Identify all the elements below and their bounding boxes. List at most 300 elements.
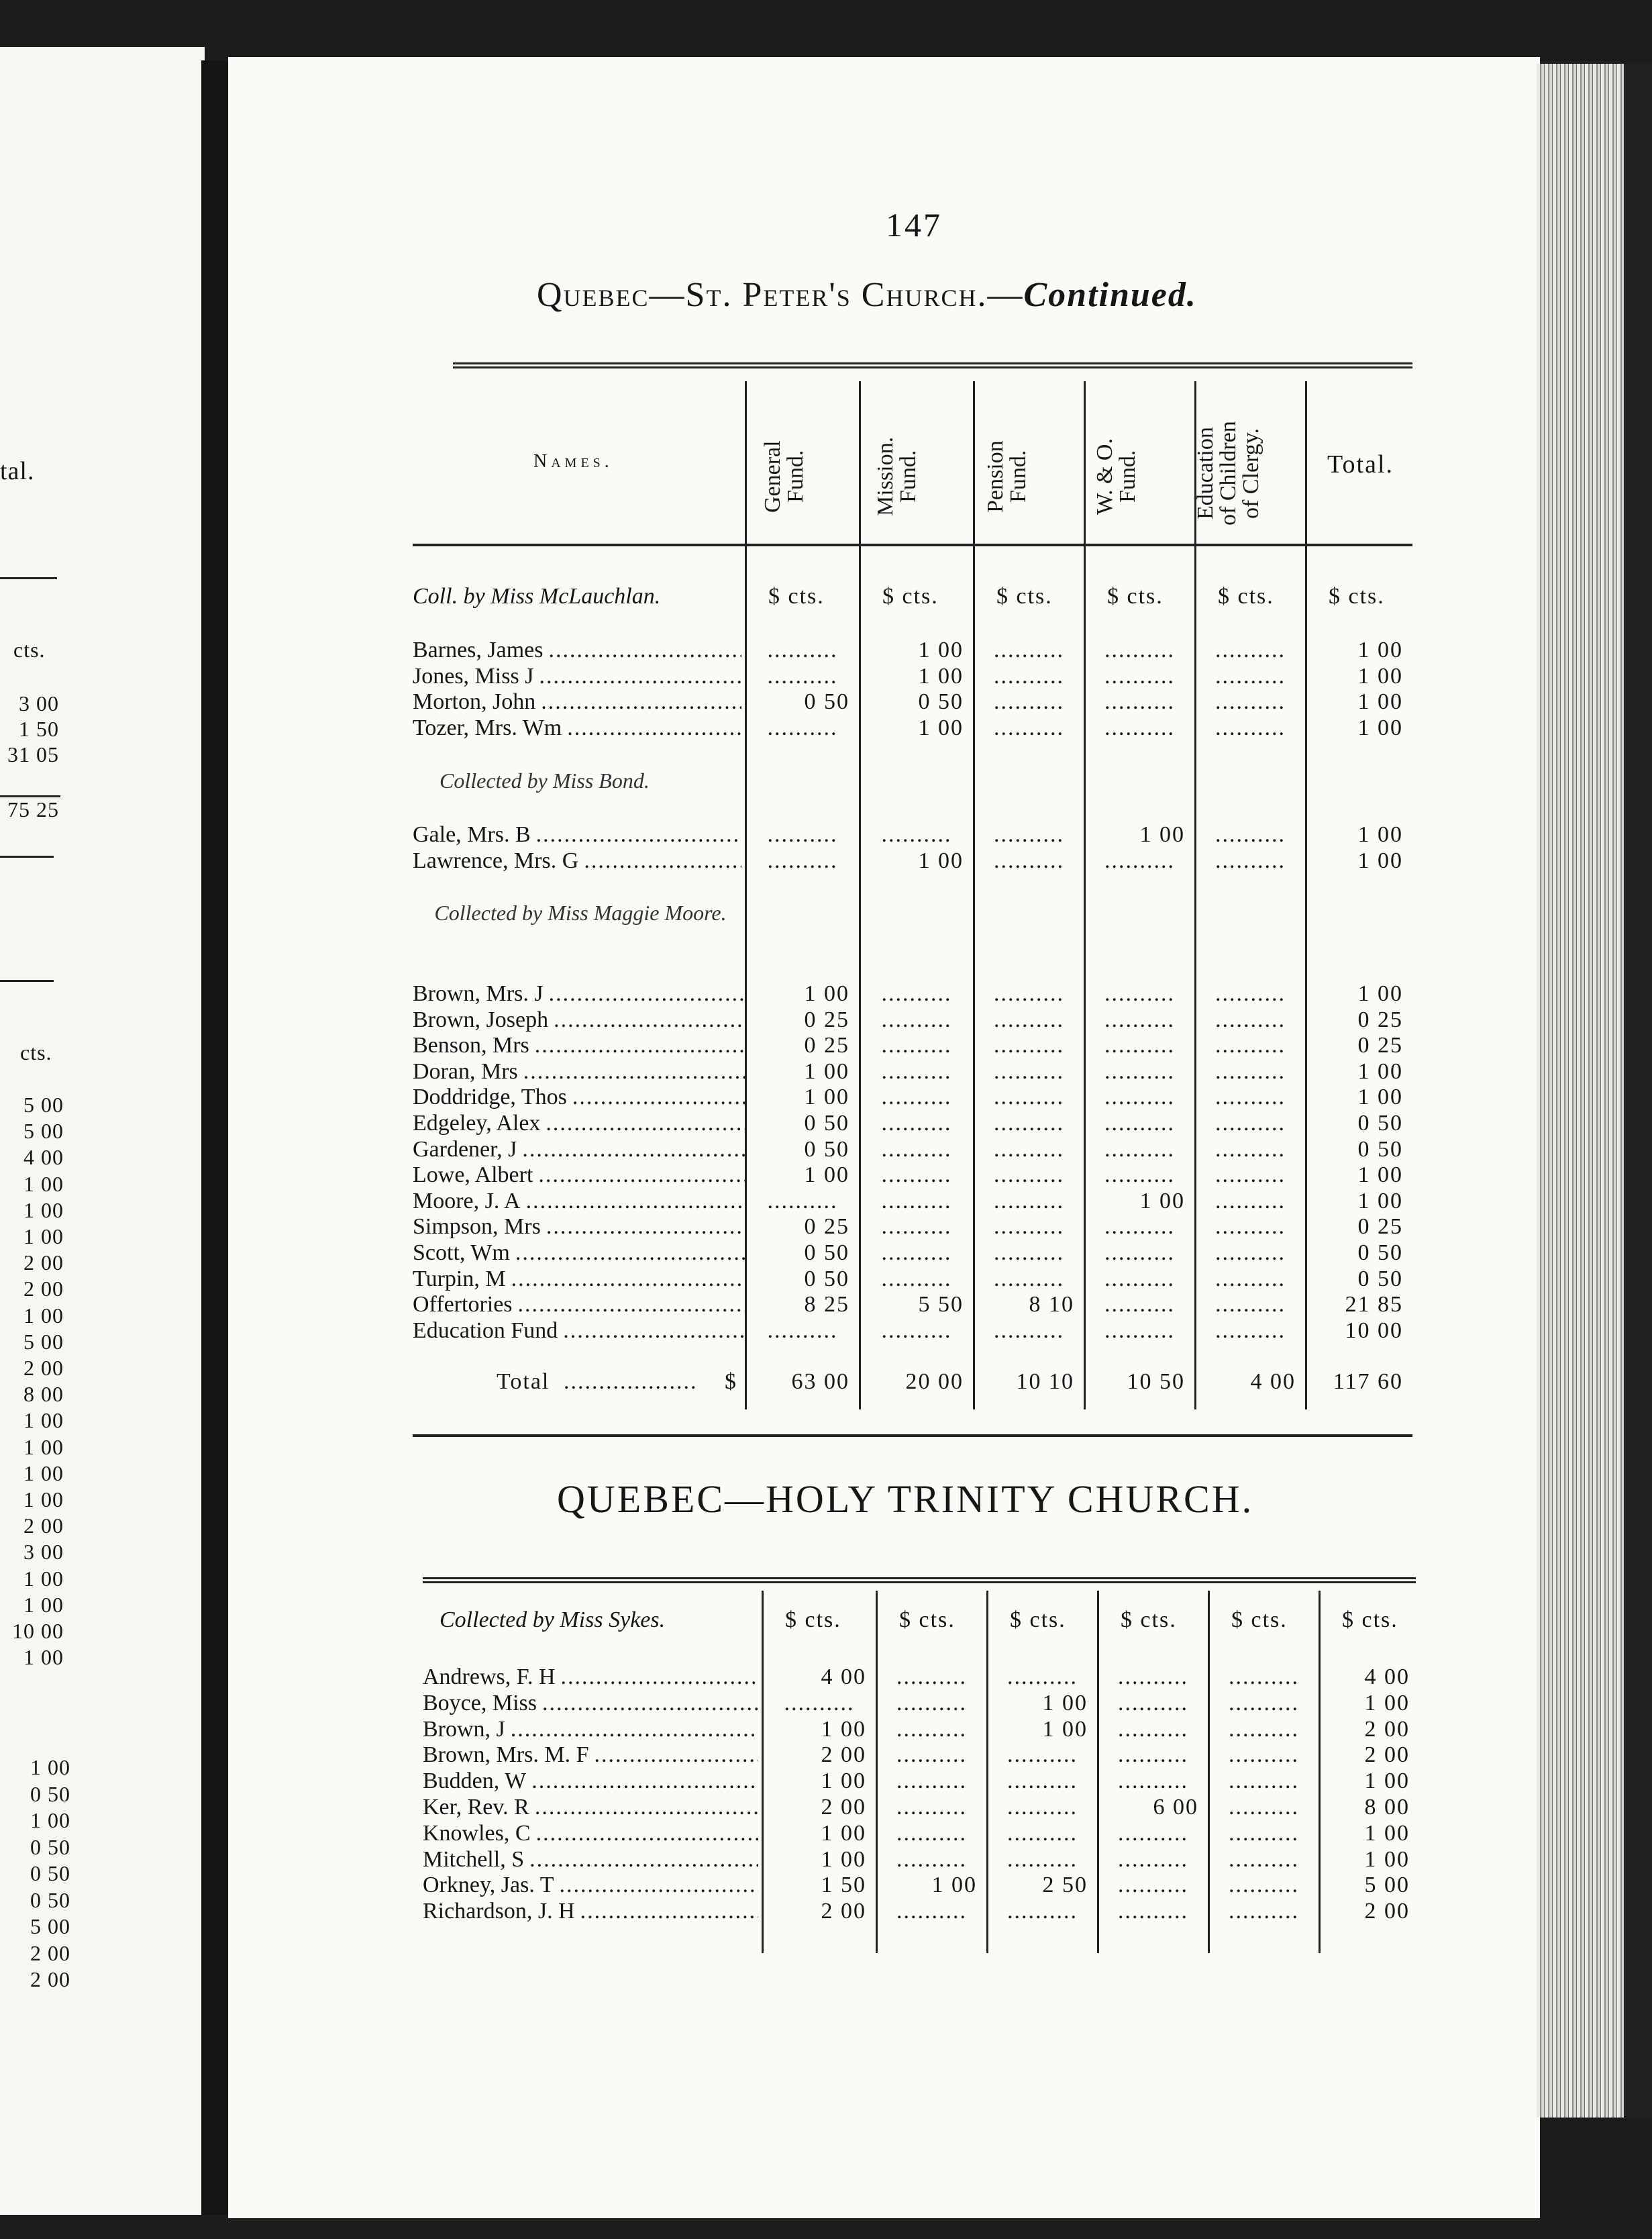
amount-mission-fund	[863, 981, 970, 1007]
leader-dots: ..........	[994, 822, 1064, 847]
leader-dots: ..........	[1215, 848, 1286, 873]
left-col-a-total: 75 25	[7, 797, 59, 822]
contributor-name	[423, 1847, 758, 1873]
amount-value: 10 00	[1345, 1317, 1403, 1343]
amount-value: 0 50	[804, 1266, 849, 1291]
header-wo-fund: W. & O. Fund.	[1092, 438, 1140, 515]
amount-mission-fund	[863, 1007, 970, 1033]
leader-dots: ..........	[896, 1846, 967, 1872]
unit-label-education-fund: $ cts.	[1218, 584, 1274, 609]
leader-dots: ..........	[1104, 848, 1175, 873]
amount-value: 1 00	[804, 981, 849, 1006]
contributor-name-text: Boyce, Miss	[423, 1690, 537, 1715]
contributor-name-text: Morton, John	[413, 689, 536, 715]
table-row	[413, 1162, 1412, 1188]
amount-education-fund	[1198, 1059, 1302, 1085]
holy-trinity-table	[423, 1577, 1423, 1967]
contributor-name	[413, 1059, 745, 1085]
amount-value: 1 00	[804, 1058, 849, 1084]
amount-value: 0 50	[1357, 1240, 1403, 1265]
amount-general-fund	[749, 638, 856, 663]
amount-general-fund	[766, 1769, 873, 1794]
amount-wo-fund	[1088, 1214, 1192, 1240]
contributor-name	[423, 1899, 758, 1924]
amount-mission-fund	[863, 1085, 970, 1110]
page-edges	[1537, 64, 1631, 2118]
amount-pension-fund	[977, 981, 1081, 1007]
amount-mission-fund	[863, 1137, 970, 1162]
amount-wo-fund	[1088, 822, 1192, 848]
header-pension-fund: Pension Fund.	[983, 440, 1031, 513]
amount-total	[1323, 1664, 1416, 1690]
amount-education-fund	[1212, 1742, 1316, 1768]
leader-dots: ..........	[1118, 1742, 1188, 1768]
leader-dots: ..........	[1104, 981, 1175, 1006]
unit-label-total: $ cts.	[1342, 1607, 1398, 1632]
book-edge-shadow	[1624, 64, 1652, 2118]
section-title-holy-trinity: QUEBEC—HOLY TRINITY CHURCH.	[557, 1477, 1254, 1521]
leader-dots: ..........	[1118, 1846, 1188, 1872]
leader-dots: ..........	[1104, 1214, 1175, 1240]
amount-value: 4 00	[1250, 1369, 1296, 1394]
leader-dots: ..........	[881, 1240, 952, 1265]
amount-pension-fund	[990, 1717, 1094, 1742]
contributor-name	[413, 1137, 745, 1162]
amount-total	[1309, 1189, 1410, 1214]
amount-pension-fund	[977, 715, 1081, 741]
amount-total	[1309, 1214, 1410, 1240]
amount-general-fund	[749, 1137, 856, 1162]
amount-education-fund	[1198, 1111, 1302, 1136]
leader-dots: ..........	[1229, 1716, 1299, 1742]
leader-dots: ..........	[1104, 663, 1175, 689]
contributor-name-text: Budden, W	[423, 1769, 527, 1794]
contributor-name	[413, 981, 745, 1007]
amount-mission-fund	[880, 1742, 984, 1768]
amount-value: 1 00	[931, 1873, 977, 1898]
amount-value: 1 00	[821, 1716, 866, 1742]
left-page-rule	[0, 980, 54, 982]
amount-general-fund	[766, 1717, 873, 1742]
unit-label-mission-fund: $ cts.	[899, 1607, 956, 1632]
leader-dots: ..........	[1215, 1317, 1286, 1343]
amount-mission-fund	[863, 1214, 970, 1240]
amount-pension-fund	[977, 1292, 1081, 1317]
left-page-value: 5 00	[23, 1329, 64, 1354]
amount-education-fund	[1198, 981, 1302, 1007]
amount-wo-fund	[1088, 1007, 1192, 1033]
amount-total	[1309, 715, 1410, 741]
amount-education-fund	[1198, 1266, 1302, 1292]
amount-value: 1 00	[1357, 1058, 1403, 1084]
leader-dots: ..........	[1215, 1240, 1286, 1265]
amount-mission-fund	[880, 1821, 984, 1846]
leader-dots: ..........	[1104, 1317, 1175, 1343]
amount-wo-fund	[1088, 1033, 1192, 1058]
leader-dots: ..........	[881, 981, 952, 1006]
amount-mission-fund	[863, 1189, 970, 1214]
table-row	[413, 848, 1412, 874]
amount-value: 1 00	[1357, 689, 1403, 715]
left-page-value: 2 00	[30, 1940, 70, 1965]
amount-value: 117 60	[1333, 1369, 1403, 1394]
amount-value: 1 00	[804, 1162, 849, 1188]
amount-mission-fund	[880, 1899, 984, 1924]
amount-education-fund	[1198, 715, 1302, 741]
contributor-name	[413, 1240, 745, 1266]
table-row	[413, 689, 1412, 715]
table-row	[413, 715, 1412, 741]
amount-mission-fund	[880, 1847, 984, 1873]
amount-mission-fund	[863, 664, 970, 689]
left-page-value: 1 00	[23, 1460, 64, 1485]
amount-total	[1309, 1085, 1410, 1110]
contributor-name	[413, 1085, 745, 1110]
leader-dots: ..........	[1215, 981, 1286, 1006]
amount-value: 0 25	[1357, 1214, 1403, 1240]
amount-value: 0 50	[1357, 1266, 1403, 1291]
leader-dots: ..........	[767, 638, 838, 662]
leader-dots: ..........	[1007, 1742, 1078, 1768]
amount-wo-fund	[1088, 1318, 1192, 1344]
unit-label-wo-fund: $ cts.	[1121, 1607, 1177, 1632]
unit-label-mission-fund: $ cts.	[882, 584, 939, 609]
contributor-name-text: Barnes, James	[413, 638, 544, 662]
amount-general-fund	[749, 664, 856, 689]
contributor-name	[423, 1769, 758, 1794]
contributor-name	[413, 822, 741, 848]
amount-total	[1323, 1873, 1416, 1898]
amount-value: 1 00	[821, 1769, 866, 1794]
leader-dots: ..........	[1215, 1162, 1286, 1188]
amount-general-fund	[766, 1664, 873, 1690]
amount-wo-fund	[1101, 1821, 1205, 1846]
amount-value: 1 00	[821, 1820, 866, 1846]
contributor-name-text: Doddridge, Thos	[413, 1085, 567, 1110]
header-names: Names.	[533, 451, 613, 472]
leader-dots: ..........	[1118, 1664, 1188, 1689]
table-row	[423, 1847, 1423, 1873]
amount-education-fund	[1198, 1240, 1302, 1266]
left-page-value: 8 00	[23, 1382, 64, 1407]
amount-value: 1 00	[1042, 1716, 1088, 1742]
contributor-name-text: Edgeley, Alex	[413, 1111, 541, 1136]
amount-total	[1323, 1899, 1416, 1924]
amount-education-fund	[1212, 1664, 1316, 1690]
leader-dots: ..........	[767, 1317, 838, 1343]
amount-general-fund	[749, 1033, 856, 1058]
amount-value: 0 50	[1357, 1111, 1403, 1136]
amount-value: 0 25	[804, 1007, 849, 1032]
left-page-value: 1 00	[23, 1171, 64, 1196]
header-general-fund: General Fund.	[760, 440, 808, 513]
amount-value: 1 00	[1139, 822, 1185, 847]
amount-total	[1323, 1717, 1416, 1742]
amount-wo-fund	[1088, 1137, 1192, 1162]
amount-pension-fund	[977, 1240, 1081, 1266]
amount-value: 1 00	[1357, 848, 1403, 873]
total-label: Total	[497, 1369, 550, 1394]
left-page-value: 5 00	[23, 1119, 64, 1144]
amount-total	[1309, 1137, 1410, 1162]
amount-general-fund	[749, 1007, 856, 1033]
contributor-name-text: Scott, Wm	[413, 1240, 510, 1265]
left-page-rule	[0, 856, 54, 858]
left-page-value: 4 00	[23, 1145, 64, 1170]
left-col-a-label: cts.	[13, 638, 46, 662]
contributor-name-text: Gale, Mrs. B	[413, 822, 531, 847]
leader-dots: ..........	[994, 689, 1064, 715]
amount-value: 0 50	[804, 689, 849, 715]
amount-education-fund	[1198, 664, 1302, 689]
amount-mission-fund	[863, 1292, 970, 1317]
amount-wo-fund	[1088, 664, 1192, 689]
st-peters-table	[413, 362, 1412, 1436]
amount-value: 1 00	[918, 715, 964, 740]
leader-dots: ..........	[1104, 1033, 1175, 1058]
table-row	[423, 1873, 1423, 1898]
leader-dots: ..........	[994, 1136, 1064, 1162]
leader-dots: ..........	[994, 981, 1064, 1006]
contributor-name-text: Benson, Mrs	[413, 1033, 529, 1058]
amount-wo-fund	[1101, 1847, 1205, 1873]
amount-value: 1 00	[821, 1846, 866, 1872]
table-row	[413, 1137, 1412, 1162]
leader-dots: ..........	[896, 1742, 967, 1768]
amount-general-fund	[749, 1111, 856, 1136]
left-page-value: 1 00	[23, 1434, 64, 1459]
amount-pension-fund	[977, 1033, 1081, 1058]
contributor-name-text: Offertories	[413, 1292, 513, 1317]
unit-label-wo-fund: $ cts.	[1107, 584, 1164, 609]
contributor-name	[413, 1292, 745, 1317]
left-page-value: 3 00	[23, 1540, 64, 1564]
amount-mission-fund	[863, 638, 970, 663]
amount-value: 4 00	[1364, 1664, 1410, 1689]
leader-dots: ..........	[1118, 1873, 1188, 1898]
leader-dots: ..........	[881, 1033, 952, 1058]
left-page-value: 0 50	[30, 1887, 70, 1912]
contributor-name	[413, 1007, 745, 1033]
unit-label-pension-fund: $ cts.	[996, 584, 1053, 609]
amount-general-fund	[749, 1240, 856, 1266]
amount-value: 1 00	[918, 663, 964, 689]
amount-total	[1323, 1691, 1416, 1716]
left-page-value: 2 00	[23, 1277, 64, 1301]
amount-value: 2 50	[1042, 1873, 1088, 1898]
amount-pension-fund	[977, 1007, 1081, 1033]
contributor-name-text: Ker, Rev. R	[423, 1795, 529, 1820]
total-education-fund	[1198, 1369, 1302, 1395]
table-row	[423, 1664, 1423, 1690]
contributor-name-text: Gardener, J	[413, 1136, 517, 1162]
table-top-rule	[423, 1577, 1416, 1583]
table-row	[413, 822, 1412, 848]
leader-dots: ..........	[1104, 1292, 1175, 1317]
leader-dots: ..........	[1118, 1899, 1188, 1924]
table-row	[413, 1111, 1412, 1136]
leader-dots: ..........	[1104, 1240, 1175, 1265]
amount-mission-fund	[880, 1717, 984, 1742]
amount-value: 2 00	[1364, 1742, 1410, 1768]
leader-dots: ..........	[1118, 1820, 1188, 1846]
amount-pension-fund	[977, 1137, 1081, 1162]
left-page-value: 1 00	[23, 1197, 64, 1222]
contributor-name	[413, 1111, 745, 1136]
left-page-value: 1 00	[23, 1566, 64, 1591]
unit-label-general-fund: $ cts.	[785, 1607, 841, 1632]
currency-symbol: $	[725, 1369, 736, 1394]
amount-value: 63 00	[791, 1369, 849, 1394]
amount-value: 1 00	[1357, 1188, 1403, 1213]
contributor-name-text: Andrews, F. H	[423, 1664, 556, 1689]
left-page-value: 1 50	[19, 717, 59, 741]
amount-education-fund	[1212, 1691, 1316, 1716]
amount-value: 1 00	[1357, 638, 1403, 662]
leader-dots: ..........	[1215, 638, 1286, 662]
leader-dots: ..........	[1007, 1769, 1078, 1794]
amount-wo-fund	[1088, 1189, 1192, 1214]
leader-dots: ..........	[994, 1266, 1064, 1291]
contributor-name-text: Brown, Mrs. J	[413, 981, 544, 1006]
table-row	[413, 1266, 1412, 1292]
amount-mission-fund	[863, 1266, 970, 1292]
amount-education-fund	[1212, 1717, 1316, 1742]
amount-value: 1 00	[1364, 1820, 1410, 1846]
leader-dots: ..........	[994, 848, 1064, 873]
amount-pension-fund	[977, 1189, 1081, 1214]
amount-total	[1309, 638, 1410, 663]
contributor-name	[413, 1318, 745, 1344]
leader-dots: ..........	[1118, 1769, 1188, 1794]
leader-dots: ..........	[1229, 1742, 1299, 1768]
amount-value: 0 25	[1357, 1033, 1403, 1058]
contributor-name-text: Simpson, Mrs	[413, 1214, 541, 1240]
leader-dots: ..........	[994, 1162, 1064, 1188]
table-row	[423, 1795, 1423, 1820]
amount-value: 1 00	[918, 638, 964, 662]
amount-pension-fund	[990, 1873, 1094, 1898]
title-continued: Continued.	[1023, 276, 1197, 314]
table-row	[413, 1189, 1412, 1214]
leader-dots: ..........	[1104, 689, 1175, 715]
contributor-name	[413, 1162, 745, 1188]
amount-education-fund	[1212, 1769, 1316, 1794]
amount-general-fund	[766, 1691, 873, 1716]
leader-dots: ..........	[994, 715, 1064, 740]
amount-wo-fund	[1101, 1899, 1205, 1924]
amount-value: 1 00	[1357, 981, 1403, 1006]
amount-pension-fund	[977, 1318, 1081, 1344]
amount-total	[1309, 689, 1410, 715]
amount-education-fund	[1212, 1847, 1316, 1873]
amount-value: 1 00	[1357, 1162, 1403, 1188]
leader-dots: ..........	[1007, 1820, 1078, 1846]
amount-general-fund	[749, 1059, 856, 1085]
amount-general-fund	[749, 715, 856, 741]
amount-education-fund	[1198, 1318, 1302, 1344]
leader-dots: ..........	[994, 1007, 1064, 1032]
leader-dots: ..........	[1104, 1266, 1175, 1291]
leader-dots: ..........	[881, 1162, 952, 1188]
leader-dots: ..........	[881, 1214, 952, 1240]
amount-value: 0 25	[804, 1033, 849, 1058]
amount-mission-fund	[863, 1111, 970, 1136]
left-page-value: 5 00	[23, 1093, 64, 1117]
amount-value: 8 10	[1029, 1292, 1074, 1317]
amount-wo-fund	[1088, 1292, 1192, 1317]
contributor-name	[423, 1795, 758, 1820]
left-page-value: 10 00	[12, 1619, 64, 1643]
amount-total	[1309, 1240, 1410, 1266]
leader-dots: ..........	[1229, 1795, 1299, 1820]
amount-education-fund	[1198, 1292, 1302, 1317]
amount-wo-fund	[1101, 1717, 1205, 1742]
amount-education-fund	[1198, 1007, 1302, 1033]
leader-dots: ..........	[896, 1716, 967, 1742]
section-title-st-peters	[537, 275, 1322, 315]
left-page-value: 2 00	[30, 1967, 70, 1991]
table-row	[423, 1769, 1423, 1794]
amount-wo-fund	[1088, 981, 1192, 1007]
left-page-value: 5 00	[30, 1914, 70, 1938]
leader-dots: ..........	[1215, 1033, 1286, 1058]
amount-wo-fund	[1101, 1691, 1205, 1716]
amount-total	[1309, 822, 1410, 848]
leader-dots: ..........	[994, 1317, 1064, 1343]
amount-value: 2 00	[1364, 1899, 1410, 1924]
amount-general-fund	[766, 1742, 873, 1768]
leader-dots: ..........	[767, 1188, 838, 1213]
leader-dots: ..........	[1104, 1085, 1175, 1110]
amount-pension-fund	[977, 1214, 1081, 1240]
amount-value: 0 50	[804, 1111, 849, 1136]
left-page-value: 2 00	[23, 1356, 64, 1380]
amount-mission-fund	[880, 1664, 984, 1690]
amount-pension-fund	[977, 1162, 1081, 1188]
amount-education-fund	[1198, 1189, 1302, 1214]
total-wo-fund	[1088, 1369, 1192, 1395]
amount-pension-fund	[990, 1664, 1094, 1690]
amount-education-fund	[1198, 1085, 1302, 1110]
leader-dots: ..........	[1104, 1007, 1175, 1032]
amount-value: 2 00	[1364, 1716, 1410, 1742]
left-page-value: 2 00	[23, 1513, 64, 1538]
amount-mission-fund	[863, 715, 970, 741]
leader-dots: ..........	[896, 1690, 967, 1715]
amount-mission-fund	[863, 1059, 970, 1085]
amount-value: 0 50	[804, 1136, 849, 1162]
amount-value: 1 00	[918, 848, 964, 873]
leader-dots: ..........	[1229, 1846, 1299, 1872]
amount-value: 10 10	[1016, 1369, 1074, 1394]
amount-total	[1323, 1769, 1416, 1794]
contributor-name	[413, 715, 741, 741]
table-row	[423, 1742, 1423, 1768]
header-total: Total.	[1327, 450, 1394, 479]
amount-total	[1323, 1742, 1416, 1768]
amount-mission-fund	[880, 1769, 984, 1794]
table-row	[413, 981, 1412, 1007]
leader-dots: ..........	[1215, 1266, 1286, 1291]
amount-total	[1309, 1162, 1410, 1188]
contributor-name	[423, 1742, 758, 1768]
amount-general-fund	[749, 689, 856, 715]
unit-label-general-fund: $ cts.	[768, 584, 825, 609]
amount-general-fund	[749, 848, 856, 874]
contributor-name-text: Moore, J. A	[413, 1188, 521, 1213]
amount-value: 10 50	[1127, 1369, 1185, 1394]
